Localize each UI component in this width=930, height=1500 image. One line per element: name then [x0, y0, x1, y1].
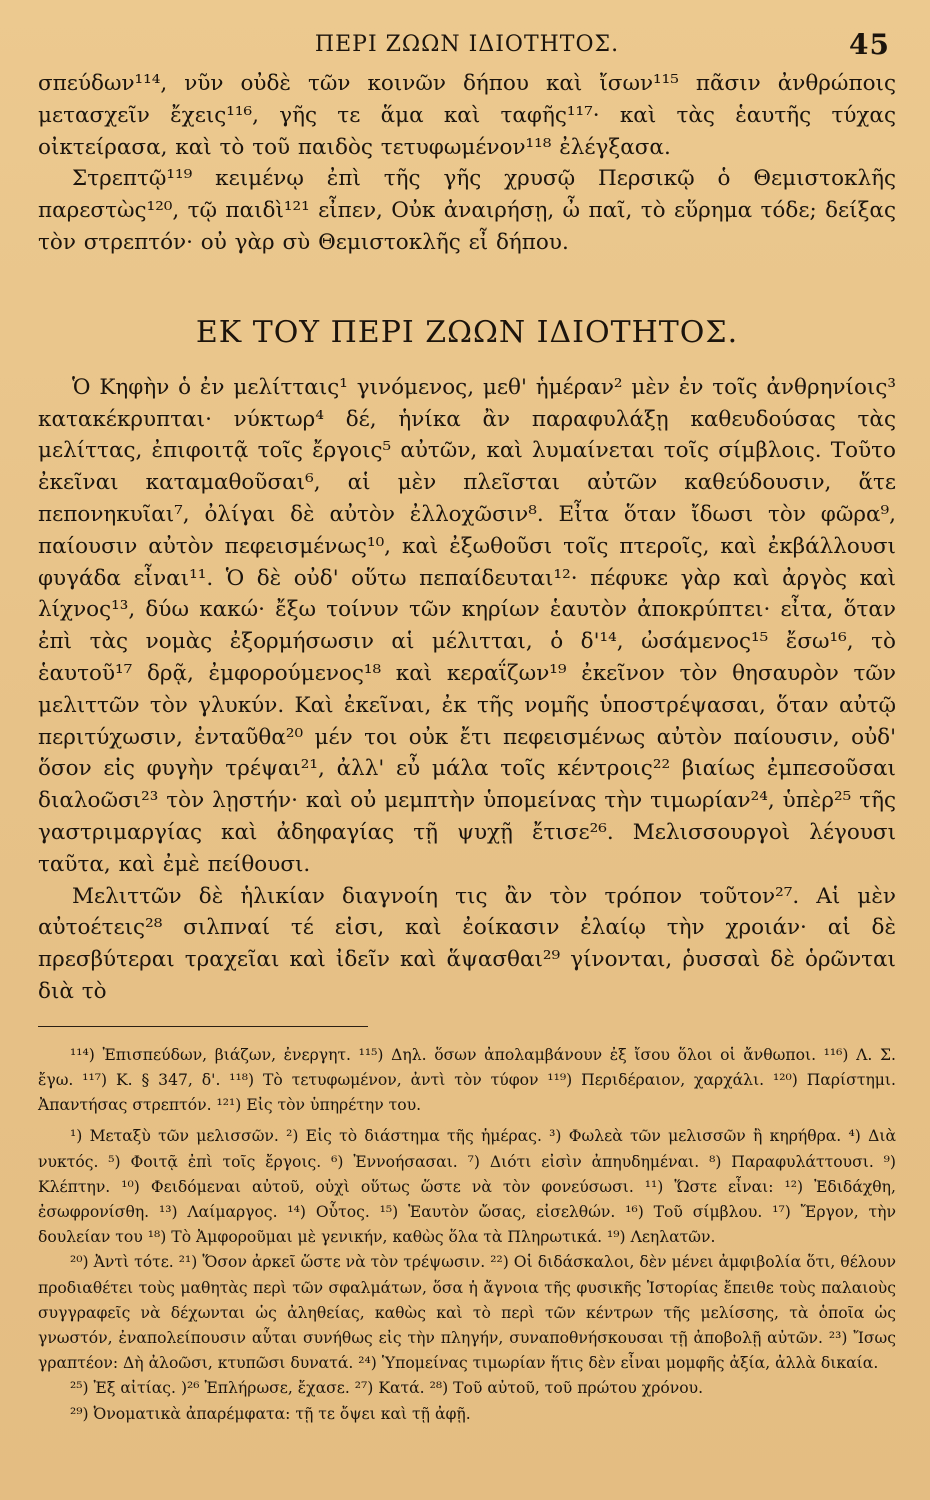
- paragraph-drone: Ὁ Κηφὴν ὁ ἐν μελίτταις¹ γινόμενος, μεθ' ἡμέραν² μὲν ἐν τοῖς ἀνθρηνίοις³ κατακέκρυπται· νύκτωρ⁴ δέ, ἡνίκα ἂν παραφυλάξῃ καθευδούσας τὰς μελίττας, ἐπιφοιτᾷ τοῖς ἔργοις⁵ αὐτῶν, καὶ λυμαίνεται τοῖς σίμβλοις. Τοῦτο ἐκεῖναι καταμαθοῦσαι⁶, αἱ μὲν πλεῖσται αὐτῶν καθεύδουσιν, ἅτε πεπονηκυῖαι⁷, ὀλίγαι δὲ αὐτὸν ἐλλοχῶσιν⁸. Εἶτα ὅταν ἴδωσι τὸν φῶρα⁹, παίουσιν αὐτὸν πεφεισμένως¹⁰, καὶ ἐξωθοῦσι τοῖς πτεροῖς, καὶ ἐκβάλλουσι φυγάδα εἶναι¹¹. Ὁ δὲ οὐδ' οὕτω πεπαίδευται¹²· πέφυκε γὰρ καὶ ἀργὸς καὶ λίχνος¹³, δύω κακώ· ἔξω τοίνυν τῶν κηρίων ἑαυτὸν ἀποκρύπτει· εἶτα, ὅταν ἐπὶ τὰς νομὰς ἐξορμήσωσιν αἱ μέλιτται, ὁ δ'¹⁴, ὠσάμενος¹⁵ ἔσω¹⁶, τὸ ἑαυτοῦ¹⁷ δρᾷ, ἐμφορούμενος¹⁸ καὶ κεραΐζων¹⁹ ἐκεῖνον τὸν θησαυρὸν τῶν μελιττῶν τὸν γλυκύν. Καὶ ἐκεῖναι, ἐκ τῆς νομῆς ὑποστρέψασαι, ὅταν αὐτῷ περιτύχωσιν, ἐνταῦθα²⁰ μέν τοι οὐκ ἔτι πεφεισμένως αὐτὸν παίουσιν, οὐδ' ὅσον εἰς φυγὴν τρέψαι²¹, ἀλλ' εὖ μάλα τοῖς κέντροις²² βιαίως ἐμπεσοῦσαι διαλοῶσι²³ τὸν λῃστήν· καὶ οὐ μεμπτὴν ὑπομείνας τὴν τιμωρίαν²⁴, ὑπὲρ²⁵ τῆς γαστριμαργίας καὶ ἀδηφαγίας τῇ ψυχῇ ἔτισε²⁶. Μελισσουργοὶ λέγουσι ταῦτα, καὶ ἐμὲ πείθουσι.: [38, 374, 896, 877]
- footnote-divider: [38, 1026, 368, 1027]
- main-text-block: [38, 372, 896, 1008]
- footnote-block-4: ²⁹) Ὀνοματικὰ ἀπαρέμφατα: τῇ τε ὄψει καὶ τῇ ἀφῇ.: [70, 1404, 471, 1423]
- footnotes: [38, 1043, 896, 1427]
- section-title: ΕΚ ΤΟΥ ΠΕΡΙ ΖΩΩΝ ΙΔΙΟΤΗΤΟΣ.: [195, 314, 739, 350]
- footnote-block-2: ²⁰) Ἀντὶ τότε. ²¹) Ὅσον ἀρκεῖ ὥστε νὰ τὸν τρέψωσιν. ²²) Οἱ διδάσκαλοι, δὲν μένει ἀμφιβολία ὅτι, θέλουν προδιαθέτει τοὺς μαθητὰς περὶ τῶν σφαλμάτων, ὅσα ἡ ἄγνοια τῆς φυσικῆς Ἱστορίας ἔπειθε τοὺς παλαιοὺς συγγραφεῖς νὰ δέχωνται ὡς ἀληθείας, καθὼς καὶ τὸ περὶ τῶν κέντρων τῆς μελίσσης, τὰ ὁποῖα ὡς γνωστόν, ἐναπολείπουσιν αὗται συνήθως εἰς τὴν πληγήν, συναποθνήσκουσαι τῇ ἀποβολῇ αὐτῶν. ²³) Ἴσως γραπτέον: Δὴ ἀλοῶσι, κτυπῶσι δυνατά. ²⁴) Ὑπομείνας τιμωρίαν ἥτις δὲν εἶναι μομφῆς ἀξία, ἀλλὰ δικαία.: [38, 1253, 896, 1373]
- top-text-block: [38, 68, 896, 259]
- footnote-block-upper: ¹¹⁴) Ἐπισπεύδων, βιάζων, ἐνεργητ. ¹¹⁵) Δηλ. ὅσων ἀπολαμβάνουν ἐξ ἴσου ὅλοι οἱ ἄνθωποι. ¹¹⁶) Λ. Σ. ἔγω. ¹¹⁷) Κ. § 347, δ'. ¹¹⁸) Τὸ τετυφωμένον, ἀντὶ τὸν τύφον ¹¹⁹) Περιδέραιον, χαρχάλι. ¹²⁰) Παρίστημι. Ἀπαντήσας στρεπτόν. ¹²¹) Εἰς τὸν ὑπηρέτην του.: [38, 1045, 896, 1115]
- paragraph-continuation: σπεύδων¹¹⁴, νῦν οὐδὲ τῶν κοινῶν δήπου καὶ ἴσων¹¹⁵ πᾶσιν ἀνθρώποις μετασχεῖν ἔχεις¹¹⁶, γῆς τε ἅμα καὶ ταφῆς¹¹⁷· καὶ τὰς ἑαυτῆς τύχας οἰκτείρασα, καὶ τὸ τοῦ παιδὸς τετυφωμένον¹¹⁸ ἐλέγξασα.: [38, 71, 896, 160]
- running-header: [38, 28, 896, 68]
- footnote-block-3: ²⁵) Ἐξ αἰτίας. )²⁶ Ἐπλήρωσε, ἔχασε. ²⁷) Κατά. ²⁸) Τοῦ αὐτοῦ, τοῦ πρώτου χρόνου.: [70, 1379, 704, 1398]
- running-title: ΠΕΡΙ ΖΩΩΝ ΙΔΙΟΤΗΤΟΣ.: [314, 32, 620, 57]
- paragraph-bee-age: Μελιττῶν δὲ ἡλικίαν διαγνοίη τις ἂν τὸν τρόπον τοῦτον²⁷. Αἱ μὲν αὐτοέτεις²⁸ σιλπναί τέ εἰσι, καὶ ἐοίκασιν ἐλαίῳ τὴν χροιάν· αἱ δὲ πρεσβύτεραι τραχεῖαι καὶ ἰδεῖν καὶ ἅψασθαι²⁹ γίνονται, ῥυσσαὶ δὲ ὁρῶνται διὰ τὸ: [38, 883, 896, 1004]
- paragraph-themistocles: Στρεπτῷ¹¹⁹ κειμένῳ ἐπὶ τῆς γῆς χρυσῷ Περσικῷ ὁ Θεμιστοκλῆς παρεστὼς¹²⁰, τῷ παιδὶ¹²¹ εἶπεν, Οὐκ ἀναιρήσῃ, ὦ παῖ, τὸ εὕρημα τόδε; δείξας τὸν στρεπτόν· οὐ γὰρ σὺ Θεμιστοκλῆς εἶ δήπου.: [38, 166, 896, 255]
- footnote-block-1: ¹) Μεταξὺ τῶν μελισσῶν. ²) Εἰς τὸ διάστημα τῆς ἡμέρας. ³) Φωλεὰ τῶν μελισσῶν ἢ κηρήθρα. ⁴) Διὰ νυκτός. ⁵) Φοιτᾷ ἐπὶ τοῖς ἔργοις. ⁶) Ἐννοήσασαι. ⁷) Διότι εἰσὶν ἀπηυδημέναι. ⁸) Παραφυλάττουσι. ⁹) Κλέπτην. ¹⁰) Φειδόμεναι αὐτοῦ, οὐχὶ οὕτως ὥστε νὰ τὸν φονεύσωσι. ¹¹) Ὥστε εἶναι: ¹²) Ἐδιδάχθη, ἐσωφρονίσθη. ¹³) Λαίμαργος. ¹⁴) Οὗτος. ¹⁵) Ἑαυτὸν ὤσας, εἰσελθών. ¹⁶) Τοῦ σίμβλου. ¹⁷) Ἔργον, τὴν δουλείαν του ¹⁸) Τὸ Ἀμφοροῦμαι μὲ γενικήν, καθὼς ὅλα τὰ Πληρωτικά. ¹⁹) Λεηλατῶν.: [38, 1127, 896, 1247]
- page-number: 45: [849, 28, 890, 61]
